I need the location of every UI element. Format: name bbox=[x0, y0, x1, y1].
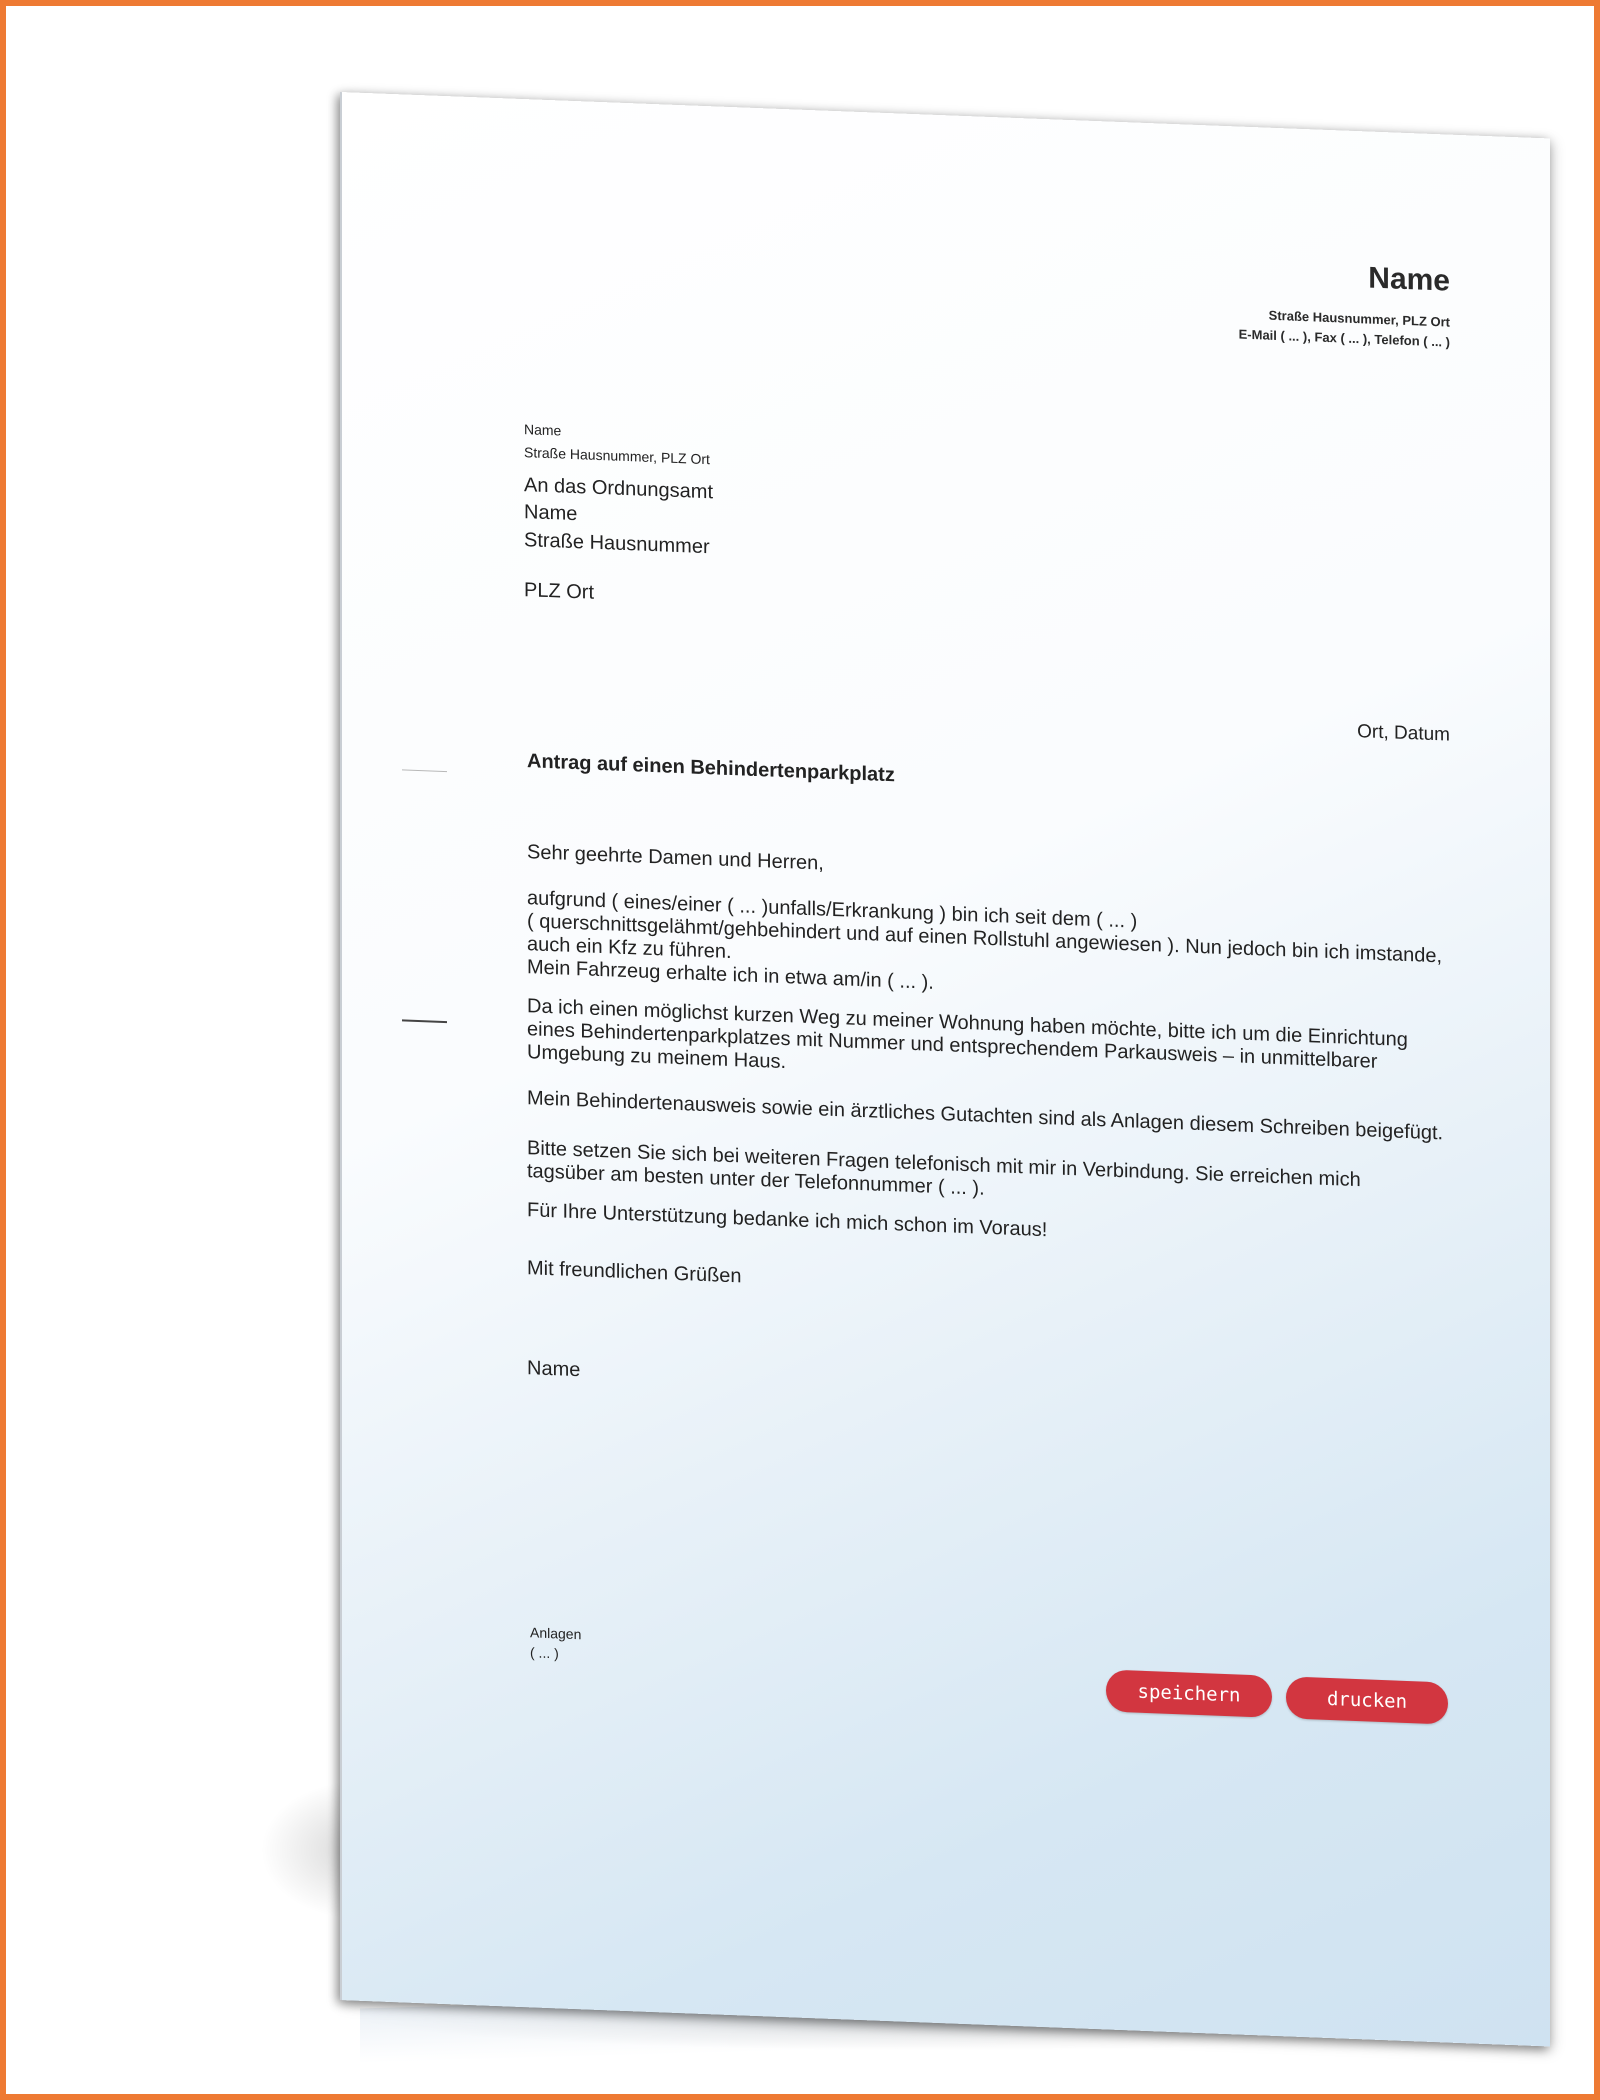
recipient-line-2: Name bbox=[524, 501, 578, 526]
date-line: Ort, Datum bbox=[1357, 721, 1450, 746]
letter-page bbox=[340, 92, 1550, 2046]
body-paragraph: aufgrund ( eines/einer ( ... )unfalls/Erkrankung ) bin ich seit dem ( ... ) ( querschnittsgelähmt/gehbehindert und auf einen Rollstuhl angewiesen ). Nun jedoch bin ich imstande, auch ein Kfz zu führen. Mein Fahrzeug erhalte ich in etwa am/in ( ... ). bbox=[527, 887, 1443, 994]
signature-name: Name bbox=[527, 1357, 581, 1382]
body-paragraph: Für Ihre Unterstützung bedanke ich mich schon im Voraus! bbox=[527, 1199, 1048, 1242]
print-button[interactable]: drucken bbox=[1286, 1676, 1448, 1724]
save-button[interactable]: speichern bbox=[1106, 1669, 1272, 1717]
return-address-street: Straße Hausnummer, PLZ Ort bbox=[524, 444, 710, 468]
fold-mark-middle bbox=[402, 1019, 447, 1023]
recipient-line-3: Straße Hausnummer bbox=[524, 529, 710, 559]
body-paragraph: Mein Behindertenausweis sowie ein ärztliches Gutachten sind als Anlagen diesem Schreiben beigefügt. bbox=[527, 1087, 1444, 1145]
closing: Mit freundlichen Grüßen bbox=[527, 1257, 742, 1288]
recipient-line-4: PLZ Ort bbox=[524, 579, 595, 604]
letterhead-address: Straße Hausnummer, PLZ Ort bbox=[1268, 307, 1450, 330]
letterhead-name: Name bbox=[1368, 261, 1450, 298]
attachments-label: Anlagen bbox=[530, 1624, 582, 1643]
attachments-value: ( ... ) bbox=[530, 1644, 559, 1662]
return-address-name: Name bbox=[524, 421, 562, 439]
letter-subject: Antrag auf einen Behindertenparkplatz bbox=[527, 750, 895, 787]
fold-mark-top bbox=[402, 769, 447, 772]
body-paragraph: Da ich einen möglichst kurzen Weg zu meiner Wohnung haben möchte, bitte ich um die Einrichtung eines Behindertenparkplatzes mit Nummer und entsprechendem Parkausweis – in unmittelbarer Umgebung zu meinem Haus. bbox=[527, 995, 1408, 1074]
letterhead-contact: E-Mail ( ... ), Fax ( ... ), Telefon ( ... ) bbox=[1238, 326, 1450, 350]
body-paragraph: Bitte setzen Sie sich bei weiteren Fragen telefonisch mit mir in Verbindung. Sie erreichen mich tagsüber am besten unter der Telefonnummer ( ... ). bbox=[527, 1137, 1361, 1200]
salutation: Sehr geehrte Damen und Herren, bbox=[527, 841, 824, 875]
recipient-line-1: An das Ordnungsamt bbox=[524, 474, 713, 504]
